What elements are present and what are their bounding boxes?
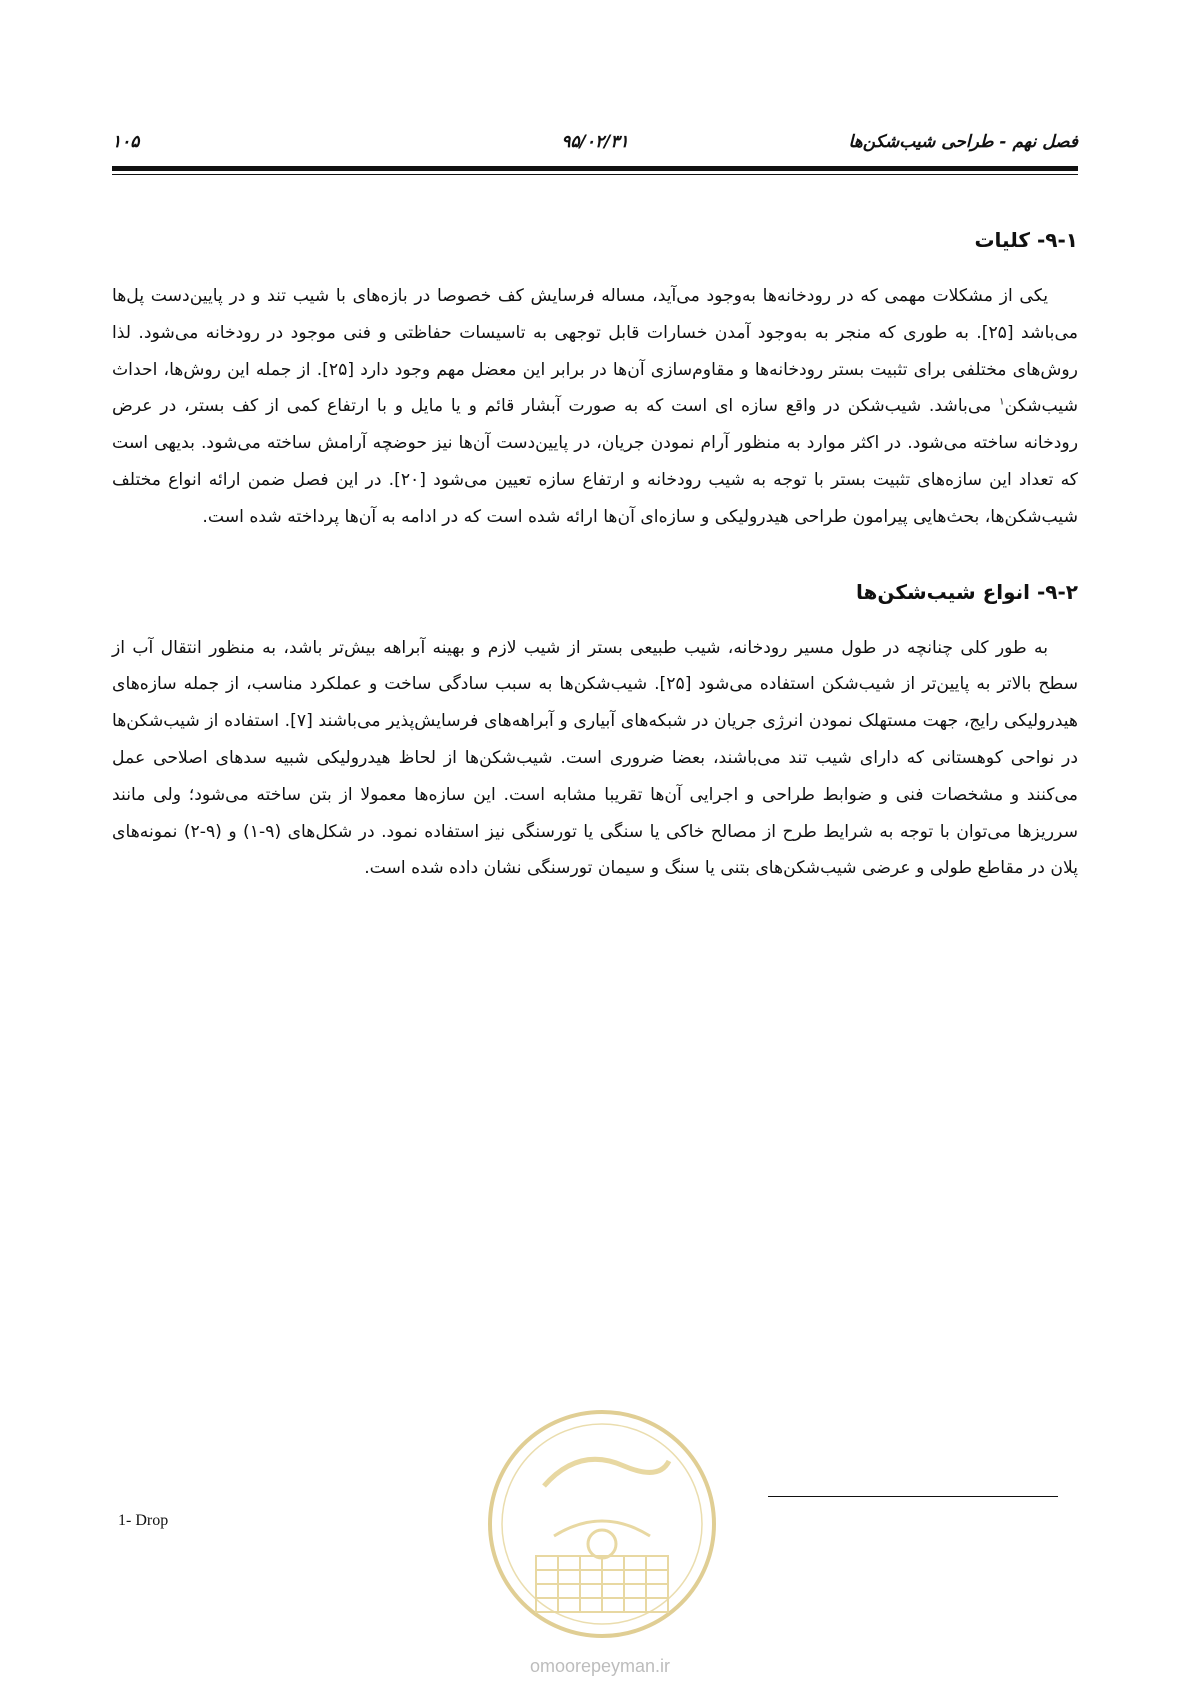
watermark-seal-icon [484,1406,720,1642]
footnote-divider [768,1496,1058,1497]
header-date: ۹۵/۰۲/۳۱ [561,132,629,152]
section-heading-drop-types: ۹-۲- انواع شیب‌شکن‌ها [855,579,1078,604]
section-heading-overview: ۹-۱- کلیات [974,228,1078,252]
footnote: 1- Drop [118,1512,169,1529]
footnote-reference: ۱ [999,396,1005,408]
header-divider-thin [112,174,1078,175]
header-divider-thick [112,166,1078,171]
page-number: ۱۰۵ [112,132,140,152]
paragraph-drop-types: به طور کلی چنانچه در طول مسیر رودخانه، شیب طبیعی بستر از شیب لازم و بهینه آبراهه بیش‌تر باشد، به منظور انتقال آب از سطح بالاتر به پایین‌تر از شیب‌شکن استفاده می‌شود [۲۵]. شیب‌شکن‌ها به سبب سادگی ساخت و عملکرد مناسب، از جمله سازه‌های هیدرولیکی رایج، جهت مستهلک نمودن انرژی جریان در شبکه‌های آبیاری و آبراهه‌های فرسایش‌پذیر می‌باشند [۷]. استفاده از شیب‌شکن‌ها در نواحی کوهستانی که دارای شیب تند می‌باشند، بعضا ضروری است. شیب‌شکن‌ها از لحاظ هیدرولیکی شبیه سدهای اصلاحی عمل می‌کنند و مشخصات فنی و ضوابط طراحی و اجرایی آن‌ها تقریبا مشابه است. این سازه‌ها معمولا از بتن ساخته می‌شود؛ ولی مانند سرریزها می‌توان با توجه به شرایط طرح از مصالح خاکی یا سنگی یا تورسنگی نیز استفاده نمود. در شکل‌های (۹-۱) و (۹-۲) نمونه‌های پلان در مقاطع طولی و عرضی شیب‌شکن‌های بتنی یا سنگ و سیمان تورسنگی نشان داده شده است. [112,637,1078,879]
chapter-title: فصل نهم - طراحی شیب‌شکن‌ها [848,132,1078,152]
paragraph-text: یکی از مشکلات مهمی که در رودخانه‌ها به‌وجود می‌آید، مساله فرسایش کف خصوصا در بازه‌های با شیب تند و در پایین‌دست پل‌ها می‌باشد [۲۵]. به طوری که منجر به به‌وجود آمدن خسارات قابل توجهی به تاسیسات حفاظتی و فنی موجود در رودخانه می‌شود. لذا روش‌های مختلفی برای تثبیت بستر رودخانه‌ها و مقاوم‌سازی آن‌ها در برابر این معضل مهم وجود دارد [۲۵]. از جمله این روش‌ها، احداث شیب‌شکن [112,286,1078,417]
document-body [112,210,1078,923]
paragraph-text: می‌باشد. شیب‌شکن در واقع سازه ای است که به صورت آبشار قائم و یا مایل و با ارتفاع کمی از کف بستر، در عرض رودخانه ساخته می‌شود. در اکثر موارد به منظور آرام نمودن جریان، در پایین‌دست آن‌ها نیز حوضچه آرامش ساخته می‌شود. بدیهی است که تعداد این سازه‌های تثبیت بستر با توجه به شیب رودخانه و ارتفاع سازه تعیین می‌شود [۲۰]. در این فصل ضمن ارائه انواع مختلف شیب‌شکن‌ها، بحث‌هایی پیرامون طراحی هیدرولیکی و سازه‌ای آن‌ها ارائه شده است که در ادامه به آن‌ها پرداخته شده است. [112,396,1078,527]
watermark-url: omoorepeyman.ir [529,1656,671,1676]
page-header [112,128,1078,162]
paragraph-overview [112,278,1078,536]
